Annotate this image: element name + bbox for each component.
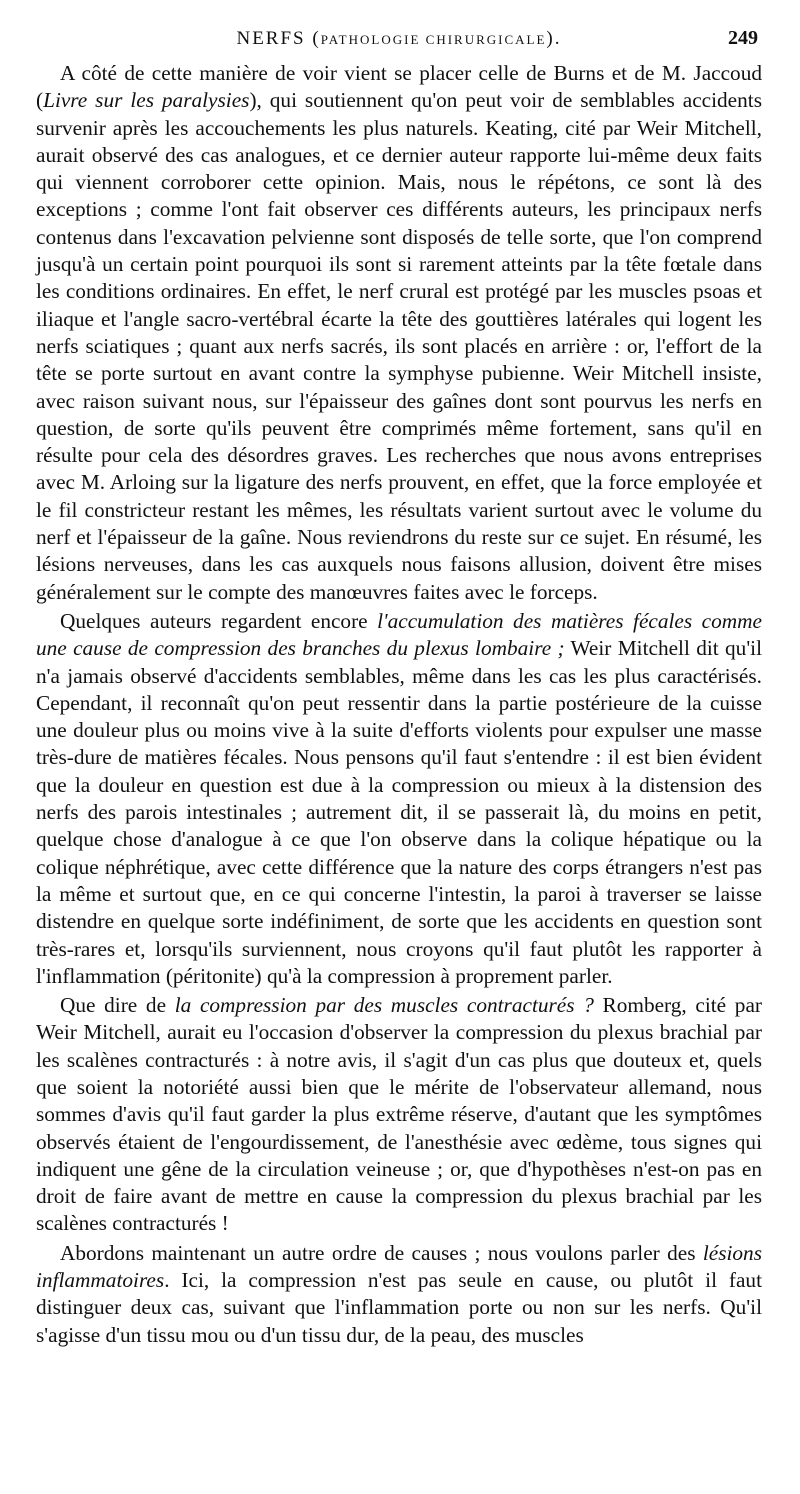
text-segment: Romberg, cité par Weir Mitchell, aurait eu l'occasion d'observer la compression du plexus brachial par les scalènes contracturés : à notre avis, il s'agit d'un cas plus que douteux et, quels que soient la notoriété aussi bien que le mérite de l'observateur allemand, nous sommes d'avis qu'il faut garder la plus extrême réserve, d'autant que les symptômes observés étaient de l'engourdissement, de l'anesthésie avec œdème, tous signes qui indiquent une gêne de la circulation veineuse ; or, que d'hypothèses n'est-on pas en droit de faire avant de mettre en cause la compression du plexus brachial par les scalènes contracturés ! (36, 993, 762, 1236)
text-segment: ), qui soutiennent qu'on peut voir de semblables accidents survenir après les accouchements les plus naturels. Keating, cité par Weir Mitchell, aurait observé des cas analogues, et ce dernier auteur rapporte lui-même deux faits qui viennent corroborer cette opinion. Mais, nous le répétons, ce sont là des exceptions ; comme l'ont fait observer ces différents auteurs, les principaux nerfs contenus dans l'excavation pelvienne sont disposés de telle sorte, que l'on comprend jusqu'à un certain point pourquoi ils sont si rarement atteints par la tête fœtale dans les conditions ordinaires. En effet, le nerf crural est protégé par les muscles psoas et iliaque et l'angle sacro-vertébral écarte la tête des gouttières latérales qui logent les nerfs sciatiques ; quant aux nerfs sacrés, ils sont placés en arrière : or, l'effort de la tête se porte surtout en avant contre la symphyse pubienne. Weir Mitchell insiste, avec raison suivant nous, sur l'épaisseur des gaînes dont sont pourvus les nerfs en question, de sorte qu'ils peuvent être comprimés même fortement, sans qu'il en résulte pour cela des désordres graves. Les recherches que nous avons entreprises avec M. Arloing sur la ligature des nerfs prouvent, en effet, que la force employée et le fil constricteur restant les mêmes, les résultats varient surtout avec le volume du nerf et l'épaisseur de la gaîne. Nous reviendrons du reste sur ce sujet. En résumé, les lésions nerveuses, dans les cas auxquels nous faisons allusion, doivent être mises généralement sur le compte des manœuvres faites avec le forceps. (36, 88, 762, 604)
italic-phrase: lésions inflammatoires (36, 1240, 762, 1293)
text-segment: Quelques auteurs regardent encore (60, 608, 378, 633)
running-title-end: ). (546, 28, 562, 49)
text-segment: Weir Mitchell dit qu'il n'a jamais observé d'accidents semblables, même dans les cas les plus caractérisés. Cependant, il reconnaît qu'on peut ressentir dans la partie postérieure de la cuisse une douleur plus ou moins vive à la suite d'efforts violents pour expulser une masse très-dure de matières fécales. Nous pensons qu'il faut s'entendre : il est bien évident que la douleur en question est due à la compression ou mieux à la distension des nerfs des parois intestinales ; autrement dit, il se passerait là, du moins en petit, quelque chose d'analogue à ce que l'on observe dans la colique hépatique ou la colique néphrétique, avec cette différence que la nature des corps étrangers n'est pas la même et surtout que, en ce qui concerne l'intestin, la paroi à traverser se laisse distendre en quelque sorte indéfiniment, de sorte que les accidents en question sont très-rares et, lorsqu'ils surviennent, nous croyons qu'il faut plutôt les rapporter à l'inflammation (péritonite) qu'à la compression à proprement parler. (36, 636, 762, 988)
running-title-main: NERFS ( (236, 28, 321, 49)
italic-phrase: l'accumulation des matières fécales comme une cause de compression des branches du plexus lombaire ; (36, 608, 762, 661)
italic-phrase: Livre sur les paralysies (43, 88, 250, 113)
running-title-subtitle: PATHOLOGIE CHIRURGICALE (320, 32, 547, 47)
page-header (36, 0, 762, 60)
text-segment: A côté de cette manière de voir vient se placer celle de Burns et de M. Jaccoud ( (36, 61, 762, 113)
page-number: 249 (728, 27, 758, 49)
text-segment: Abordons maintenant un autre ordre de causes ; nous voulons parler des (60, 1240, 703, 1265)
italic-phrase: la compression par des muscles contracturés ? (174, 993, 594, 1018)
running-title (36, 28, 762, 50)
paragraph (36, 60, 762, 606)
text-segment: Que dire de (60, 993, 175, 1018)
text-segment: . Ici, la compression n'est pas seule en cause, ou plutôt il faut distinguer deux cas, suivant que l'inflammation porte ou non sur les nerfs. Qu'il s'agisse d'un tissu mou ou d'un tissu dur, de la peau, des muscles (36, 1268, 762, 1347)
paragraph (36, 1240, 762, 1349)
paragraph (36, 608, 762, 990)
paragraph (36, 992, 762, 1238)
body-text (36, 60, 762, 1349)
